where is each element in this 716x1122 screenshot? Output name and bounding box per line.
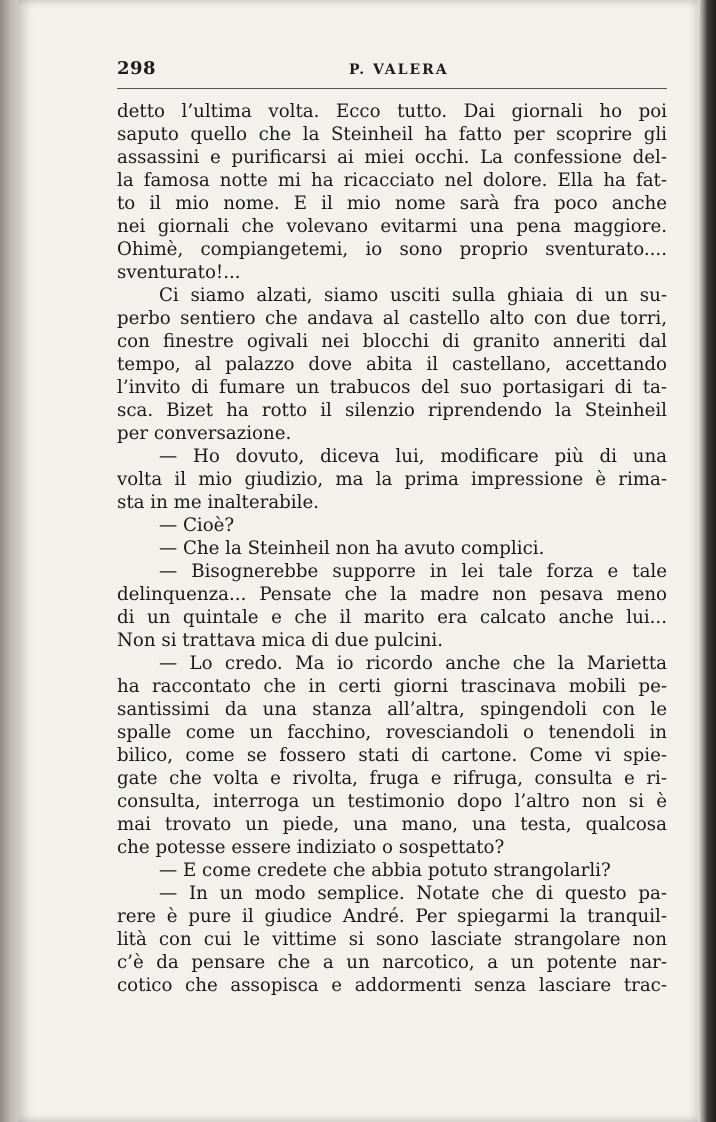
text-line: — Lo credo. Ma io ricordo anche che la Marietta: [159, 653, 667, 674]
text-line: c’è da pensare che a un narcotico, a un potente nar-: [117, 952, 667, 973]
text-line: delinquenza... Pensate che la madre non pesava meno: [117, 584, 667, 605]
text-line: sventurato!...: [117, 262, 241, 283]
text-line: — Ho dovuto, diceva lui, modificare più di una: [159, 446, 667, 467]
text-line: saputo quello che la Steinheil ha fatto per scoprire gli: [117, 124, 667, 145]
text-line: — Bisognerebbe supporre in lei tale forza e tale: [159, 561, 667, 582]
text-line: — Che la Steinheil non ha avuto complici.: [159, 538, 545, 559]
text-line: nei giornali che volevano evitarmi una pena maggiore.: [117, 216, 667, 237]
page-number: 298: [117, 58, 157, 79]
body-text: [117, 100, 667, 997]
text-line: per conversazione.: [117, 423, 292, 444]
text-line: la famosa notte mi ha ricacciato nel dolore. Ella ha fat-: [117, 170, 667, 191]
text-line: volta il mio giudizio, ma la prima impressione è rima-: [117, 469, 667, 490]
text-line: mai trovato un piede, una mano, una testa, qualcosa: [117, 814, 667, 835]
text-line: spalle come un facchino, rovesciandoli o tenendoli in: [117, 722, 667, 743]
text-line: con finestre ogivali nei blocchi di granito anneriti dal: [117, 331, 667, 352]
text-line: Non si trattava mica di due pulcini.: [117, 630, 443, 651]
text-line: cotico che assopisca e addormenti senza lasciare trac-: [117, 975, 667, 996]
page-header: [117, 58, 667, 88]
running-head-author: P. VALERA: [349, 62, 449, 78]
text-line: tempo, al palazzo dove abita il castellano, accettando: [117, 354, 667, 375]
text-line: perbo sentiero che andava al castello alto con due torri,: [117, 308, 667, 329]
text-line: gate che volta e rivolta, fruga e rifruga, consulta e ri-: [117, 768, 667, 789]
text-line: consulta, interroga un testimonio dopo l’altro non si è: [117, 791, 667, 812]
text-line: ha raccontato che in certi giorni trascinava mobili pe-: [117, 676, 667, 697]
text-line: Ohimè, compiangetemi, io sono proprio sventurato....: [117, 239, 667, 260]
text-line: lità con cui le vittime si sono lasciate strangolare non: [117, 929, 667, 950]
text-line: sta in me inalterabile.: [117, 492, 319, 513]
header-rule: [117, 88, 667, 89]
text-line: santissimi da una stanza all’altra, spingendoli con le: [117, 699, 667, 720]
text-line: sca. Bizet ha rotto il silenzio riprendendo la Steinheil: [117, 400, 667, 421]
text-line: l’invito di fumare un trabucos del suo portasigari di ta-: [117, 377, 667, 398]
text-line: detto l’ultima volta. Ecco tutto. Dai giornali ho poi: [117, 101, 667, 122]
text-line: — Cioè?: [159, 515, 235, 536]
text-line: Ci siamo alzati, siamo usciti sulla ghiaia di un su-: [159, 285, 667, 306]
text-line: to il mio nome. E il mio nome sarà fra poco anche: [117, 193, 667, 214]
text-line: assassini e purificarsi ai miei occhi. La confessione del-: [117, 147, 667, 168]
text-line: — E come credete che abbia potuto strangolarli?: [159, 860, 611, 881]
text-line: di un quintale e che il marito era calcato anche lui...: [117, 607, 667, 628]
text-line: rere è pure il giudice André. Per spiegarmi la tranquil-: [117, 906, 667, 927]
text-line: bilico, come se fossero stati di cartone. Come vi spie-: [117, 745, 667, 766]
text-line: che potesse essere indiziato o sospettato?: [117, 837, 505, 858]
text-line: — In un modo semplice. Notate che di questo pa-: [159, 883, 667, 904]
page-edge-shadow: [698, 0, 716, 1122]
book-spine-shadow: [0, 0, 18, 1122]
